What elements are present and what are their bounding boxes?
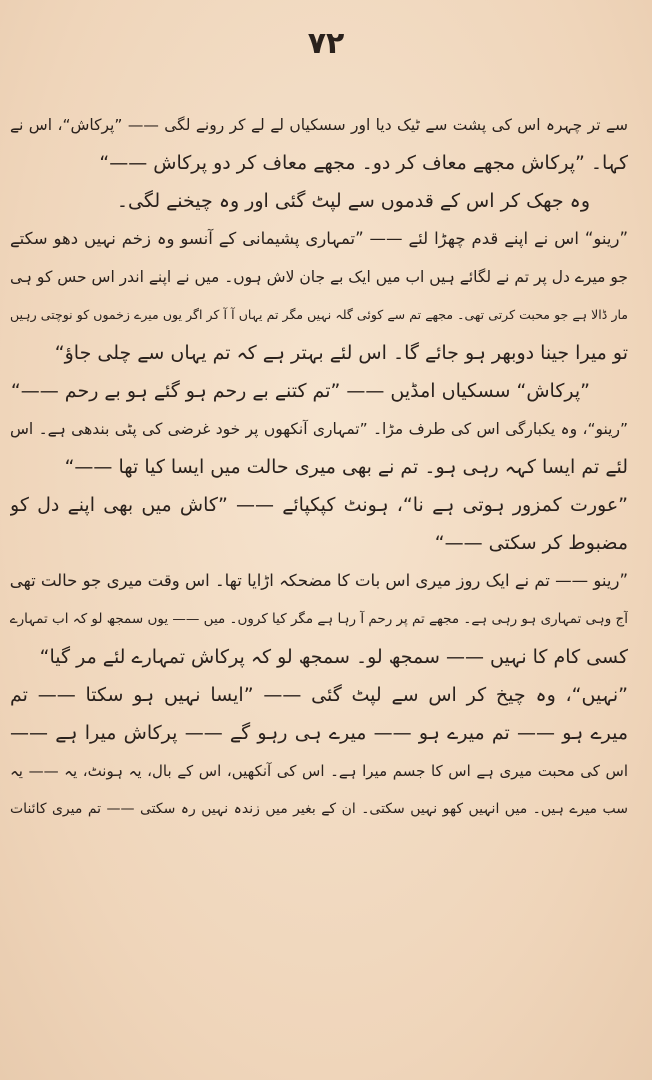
text-line: سے تر چہرہ اس کی پشت سے ٹیک دیا اور سسکیاں لے لے کر رونے لگی —— ”پرکاش“، اس نے: [10, 116, 628, 134]
text-line: ”پرکاش“ سسکیاں امڈیں —— ”تم کتنے بے رحم ہو گئے ہو بے رحم ——“: [10, 380, 590, 402]
page-number: ۷۲: [307, 26, 345, 61]
text-line: اس کی محبت میری ہے اس کا جسم میرا ہے۔ اس کی آنکھیں، اس کے بال، یہ ہونٹ، یہ —— یہ: [10, 762, 628, 780]
text-line: وہ جھک کر اس کے قدموں سے لپٹ گئی اور وہ چیخنے لگی۔: [116, 190, 590, 212]
text-line: جو میرے دل پر تم نے لگائے ہیں اب میں ایک بے جان لاش ہوں۔ میں نے اپنے اندر اس حس کو ہی: [10, 268, 628, 286]
text-line: تو میرا جینا دوبھر ہو جائے گا۔ اس لئے بہتر ہے کہ تم یہاں سے چلی جاؤ“: [54, 342, 628, 364]
text-line: ”رینو“ اس نے اپنے قدم چھڑا لئے —— ”تمہاری پشیمانی کے آنسو وہ زخم نہیں دھو سکتے: [10, 229, 628, 248]
text-line: میرے ہو —— تم میرے ہو —— میرے ہی رہو گے —— پرکاش میرا ہے ——: [10, 722, 628, 744]
text-line: مار ڈالا ہے جو محبت کرتی تھی۔ مجھے تم سے کوئی گلہ نہیں مگر تم یہاں آ آ کر اگر یوں میرے زخموں کو نوچتی رہیں: [10, 307, 628, 322]
text-line: کسی کام کا نہیں —— سمجھ لو۔ سمجھ لو کہ پرکاش تمہارے لئے مر گیا“: [39, 646, 628, 668]
urdu-text-body: [10, 106, 628, 828]
text-line: ”عورت کمزور ہوتی ہے نا“، ہونٹ کپکپائے —— ”کاش میں بھی اپنے دل کو: [10, 494, 628, 516]
text-line: ”رینو —— تم نے ایک روز میری اس بات کا مضحکہ اڑایا تھا۔ اس وقت میری جو حالت تھی: [10, 571, 628, 590]
text-line: لئے تم ایسا کہہ رہی ہو۔ تم نے بھی میری حالت میں ایسا کیا تھا ——“: [64, 456, 628, 478]
text-line: سب میرے ہیں۔ میں انہیں کھو نہیں سکتی۔ ان کے بغیر میں زندہ نہیں رہ سکتی —— تم میری کائنات: [10, 801, 628, 817]
text-line: ”رینو“، وہ یکبارگی اس کی طرف مڑا۔ ”تمہاری آنکھوں پر خود غرضی کی پٹی بندھی ہے۔ اس: [10, 420, 628, 438]
text-line: کہا۔ ”پرکاش مجھے معاف کر دو۔ مجھے معاف کر دو پرکاش ——“: [99, 152, 628, 174]
text-line: آج وہی تمہاری ہو رہی ہے۔ مجھے تم پر رحم آ رہا ہے مگر کیا کروں۔ میں —— یوں سمجھ لو کہ اب تمہارے: [10, 611, 628, 627]
text-line: مضبوط کر سکتی ——“: [434, 532, 628, 554]
text-line: ”نہیں“، وہ چیخ کر اس سے لپٹ گئی —— ”ایسا نہیں ہو سکتا —— تم: [10, 684, 628, 706]
